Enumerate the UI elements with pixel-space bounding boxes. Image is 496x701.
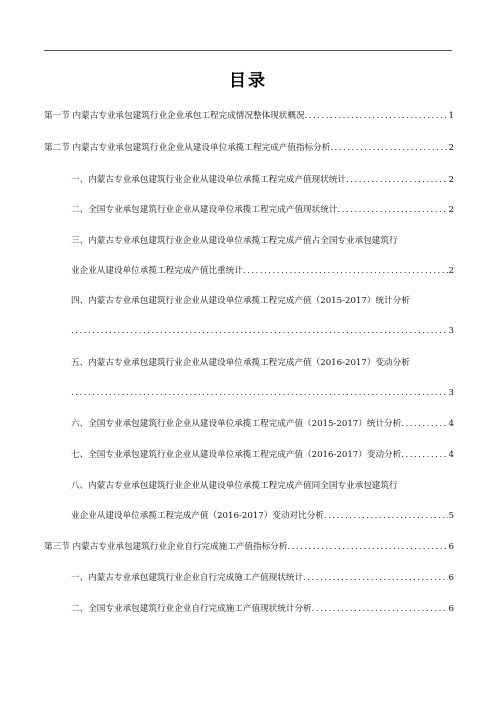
toc-entry-text: 一、内蒙古专业承包建筑行业企业从建设单位承揽工程完成产值现状统计 [71, 175, 347, 185]
toc-entry-2-1[interactable] [71, 174, 454, 186]
toc-entry-2-5[interactable] [71, 387, 454, 399]
toc-entry-2-2[interactable] [71, 204, 454, 216]
toc-leader-dots [303, 572, 447, 584]
toc-entry-2-8-line1[interactable]: 八、内蒙古专业承包建筑行业企业从建设单位承揽工程完成产值同全国专业承包建筑行 [71, 481, 398, 491]
toc-entry-text: 业企业从建设单位承揽工程完成产值比重统计 [71, 266, 243, 276]
toc-page-number: 5 [448, 511, 454, 521]
toc-leader-dots [401, 418, 447, 430]
toc-entry-text: 二、全国专业承包建筑行业企业自行完成施工产值现状统计分析 [71, 604, 312, 614]
toc-entry-section-1[interactable] [44, 110, 454, 122]
toc-leader-dots [305, 110, 448, 122]
toc-leader-dots [324, 510, 448, 522]
toc-entry-section-3[interactable] [44, 541, 454, 553]
toc-entry-section-2[interactable] [44, 142, 454, 154]
toc-entry-text: 第一节 内蒙古专业承包建筑行业企业承包工程完成情况整体现状概况 [44, 111, 305, 121]
toc-leader-dots [312, 603, 448, 615]
toc-entry-2-3[interactable] [71, 265, 454, 277]
toc-entry-2-8[interactable] [71, 510, 454, 522]
toc-page-number: 1 [448, 111, 454, 121]
toc-entry-3-2[interactable] [71, 603, 454, 615]
toc-entry-text: 第三节 内蒙古专业承包建筑行业企业自行完成施工产值指标分析 [44, 542, 288, 552]
toc-page-number: 2 [448, 205, 454, 215]
toc-page-number: 2 [448, 266, 454, 276]
toc-leader-dots [330, 142, 447, 154]
toc-page-number: 6 [448, 573, 454, 583]
toc-title: 目录 [229, 71, 267, 91]
toc-leader-dots [287, 541, 447, 553]
toc-leader-dots [71, 387, 448, 399]
toc-entry-text: 第二节 内蒙古专业承包建筑行业企业从建设单位承揽工程完成产值指标分析 [44, 143, 331, 153]
toc-entry-2-7[interactable] [71, 449, 454, 461]
toc-page-number: 6 [448, 604, 454, 614]
toc-leader-dots [243, 265, 448, 277]
toc-entry-2-3-line1[interactable]: 三、内蒙古专业承包建筑行业企业从建设单位承揽工程完成产值占全国专业承包建筑行 [71, 236, 398, 246]
toc-page-number: 2 [448, 143, 454, 153]
toc-page-number: 3 [448, 388, 454, 398]
toc-leader-dots [71, 325, 448, 337]
toc-entry-2-6[interactable] [71, 418, 454, 430]
toc-page-number: 4 [448, 419, 454, 429]
header-rule [44, 50, 452, 51]
toc-entry-2-5-line1[interactable]: 五、内蒙古专业承包建筑行业企业从建设单位承揽工程完成产值（2016-2017）变动分析 [71, 358, 410, 368]
toc-entry-text: 一、内蒙古专业承包建筑行业企业自行完成施工产值现状统计 [71, 573, 304, 583]
toc-page-number: 6 [448, 542, 454, 552]
toc-entry-text: 六、全国专业承包建筑行业企业从建设单位承揽工程完成产值（2015-2017）统计分析 [71, 419, 402, 429]
toc-entry-text: 七、全国专业承包建筑行业企业从建设单位承揽工程完成产值（2016-2017）变动分析 [71, 450, 402, 460]
toc-leader-dots [337, 204, 447, 216]
toc-entry-2-4-line1[interactable]: 四、内蒙古专业承包建筑行业企业从建设单位承揽工程完成产值（2015-2017）统计分析 [71, 296, 410, 306]
toc-leader-dots [401, 449, 447, 461]
toc-entry-3-1[interactable] [71, 572, 454, 584]
toc-page-number: 4 [448, 450, 454, 460]
toc-page-number: 3 [448, 326, 454, 336]
toc-page-number: 2 [448, 175, 454, 185]
toc-entry-text: 二、全国专业承包建筑行业企业从建设单位承揽工程完成产值现状统计 [71, 205, 338, 215]
toc-leader-dots [346, 174, 448, 186]
toc-entry-2-4[interactable] [71, 325, 454, 337]
toc-entry-text: 业企业从建设单位承揽工程完成产值（2016-2017）变动对比分析 [71, 511, 324, 521]
